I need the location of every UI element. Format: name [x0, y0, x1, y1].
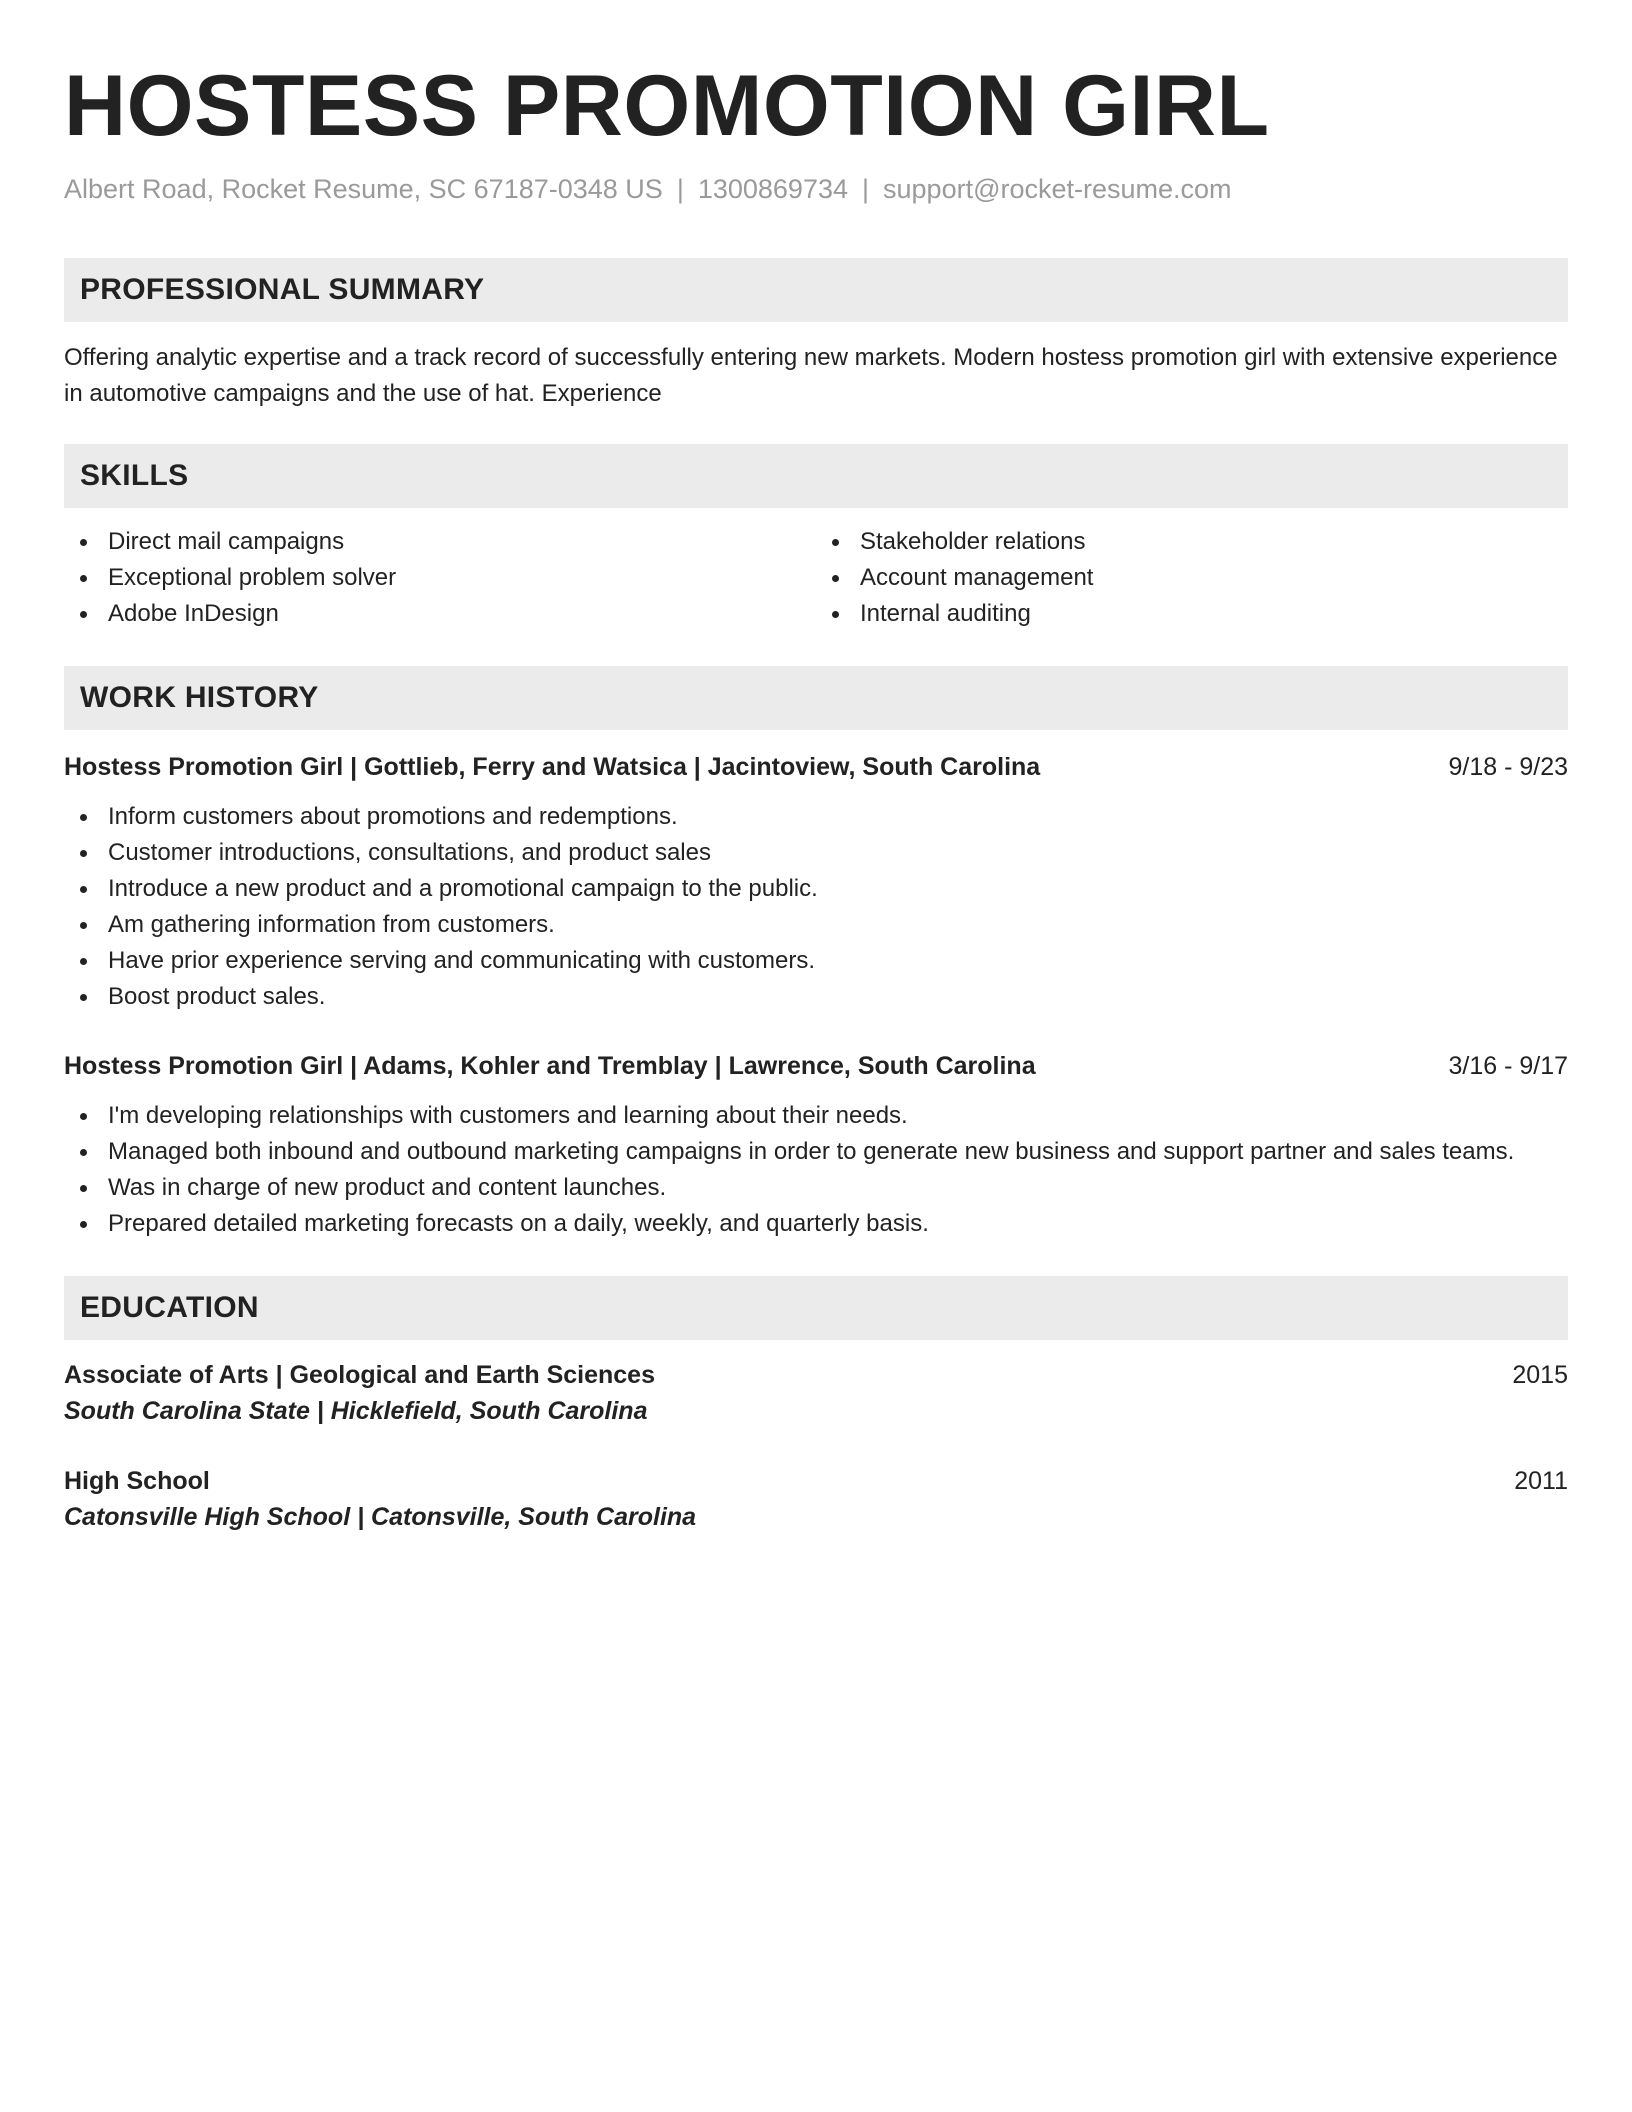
work-history-section-header: WORK HISTORY: [64, 666, 1568, 730]
skill-item: Internal auditing: [816, 596, 1568, 632]
job-entry: [64, 750, 1568, 1015]
education-school: Catonsville High School | Catonsville, South Carolina: [64, 1503, 697, 1531]
job-bullets: [64, 1098, 1568, 1242]
job-heading-row: [64, 1049, 1568, 1083]
education-heading-row: [64, 1358, 1568, 1392]
job-dates: 3/16 - 9/17: [1448, 1052, 1568, 1080]
job-bullet: Inform customers about promotions and redemptions.: [64, 799, 1568, 835]
contact-separator: |: [862, 174, 870, 204]
education-entry: [64, 1464, 1568, 1536]
education-section-header: EDUCATION: [64, 1276, 1568, 1340]
job-bullet: Managed both inbound and outbound marketing campaigns in order to generate new business and support partner and sales teams.: [64, 1134, 1568, 1170]
skills-column-left: [64, 524, 816, 632]
skill-item: Account management: [816, 560, 1568, 596]
job-bullet: I'm developing relationships with customers and learning about their needs.: [64, 1098, 1568, 1134]
summary-section-header: PROFESSIONAL SUMMARY: [64, 258, 1568, 322]
skills-section-header: SKILLS: [64, 444, 1568, 508]
education-year: 2015: [1512, 1361, 1568, 1389]
job-heading-row: [64, 750, 1568, 784]
contact-email: support@rocket-resume.com: [883, 174, 1232, 204]
job-bullet: Introduce a new product and a promotional campaign to the public.: [64, 871, 1568, 907]
job-dates: 9/18 - 9/23: [1448, 753, 1568, 781]
job-bullet: Am gathering information from customers.: [64, 907, 1568, 943]
contact-line: [64, 172, 1568, 206]
contact-phone: 1300869734: [697, 174, 848, 204]
skill-item: Direct mail campaigns: [64, 524, 816, 560]
skills-list: [64, 524, 1568, 632]
education-degree: Associate of Arts | Geological and Earth Sciences: [64, 1361, 655, 1389]
summary-text: Offering analytic expertise and a track record of successfully entering new markets. Modern hostess promotion girl with extensive experience in automotive campaigns and the use of hat. Experience: [64, 344, 1558, 407]
job-bullets: [64, 799, 1568, 1015]
skill-item: Exceptional problem solver: [64, 560, 816, 596]
job-bullet: Customer introductions, consultations, and product sales: [64, 835, 1568, 871]
skill-item: Adobe InDesign: [64, 596, 816, 632]
job-heading: Hostess Promotion Girl | Gottlieb, Ferry and Watsica | Jacintoview, South Carolina: [64, 753, 1041, 781]
job-bullet: Prepared detailed marketing forecasts on a daily, weekly, and quarterly basis.: [64, 1206, 1568, 1242]
contact-address: Albert Road, Rocket Resume, SC 67187-0348 US: [64, 174, 663, 204]
job-heading: Hostess Promotion Girl | Adams, Kohler and Tremblay | Lawrence, South Carolina: [64, 1052, 1036, 1080]
skills-column-right: [816, 524, 1568, 632]
candidate-name: HOSTESS PROMOTION GIRL: [64, 58, 1270, 154]
education-year: 2011: [1514, 1467, 1568, 1495]
skill-item: Stakeholder relations: [816, 524, 1568, 560]
job-bullet: Have prior experience serving and communicating with customers.: [64, 943, 1568, 979]
job-bullet: Boost product sales.: [64, 979, 1568, 1015]
education-school: South Carolina State | Hicklefield, South Carolina: [64, 1397, 648, 1425]
education-degree: High School: [64, 1467, 210, 1495]
contact-separator: |: [676, 174, 684, 204]
education-heading-row: [64, 1464, 1568, 1498]
education-entry: [64, 1358, 1568, 1430]
job-entry: [64, 1049, 1568, 1242]
job-bullet: Was in charge of new product and content launches.: [64, 1170, 1568, 1206]
